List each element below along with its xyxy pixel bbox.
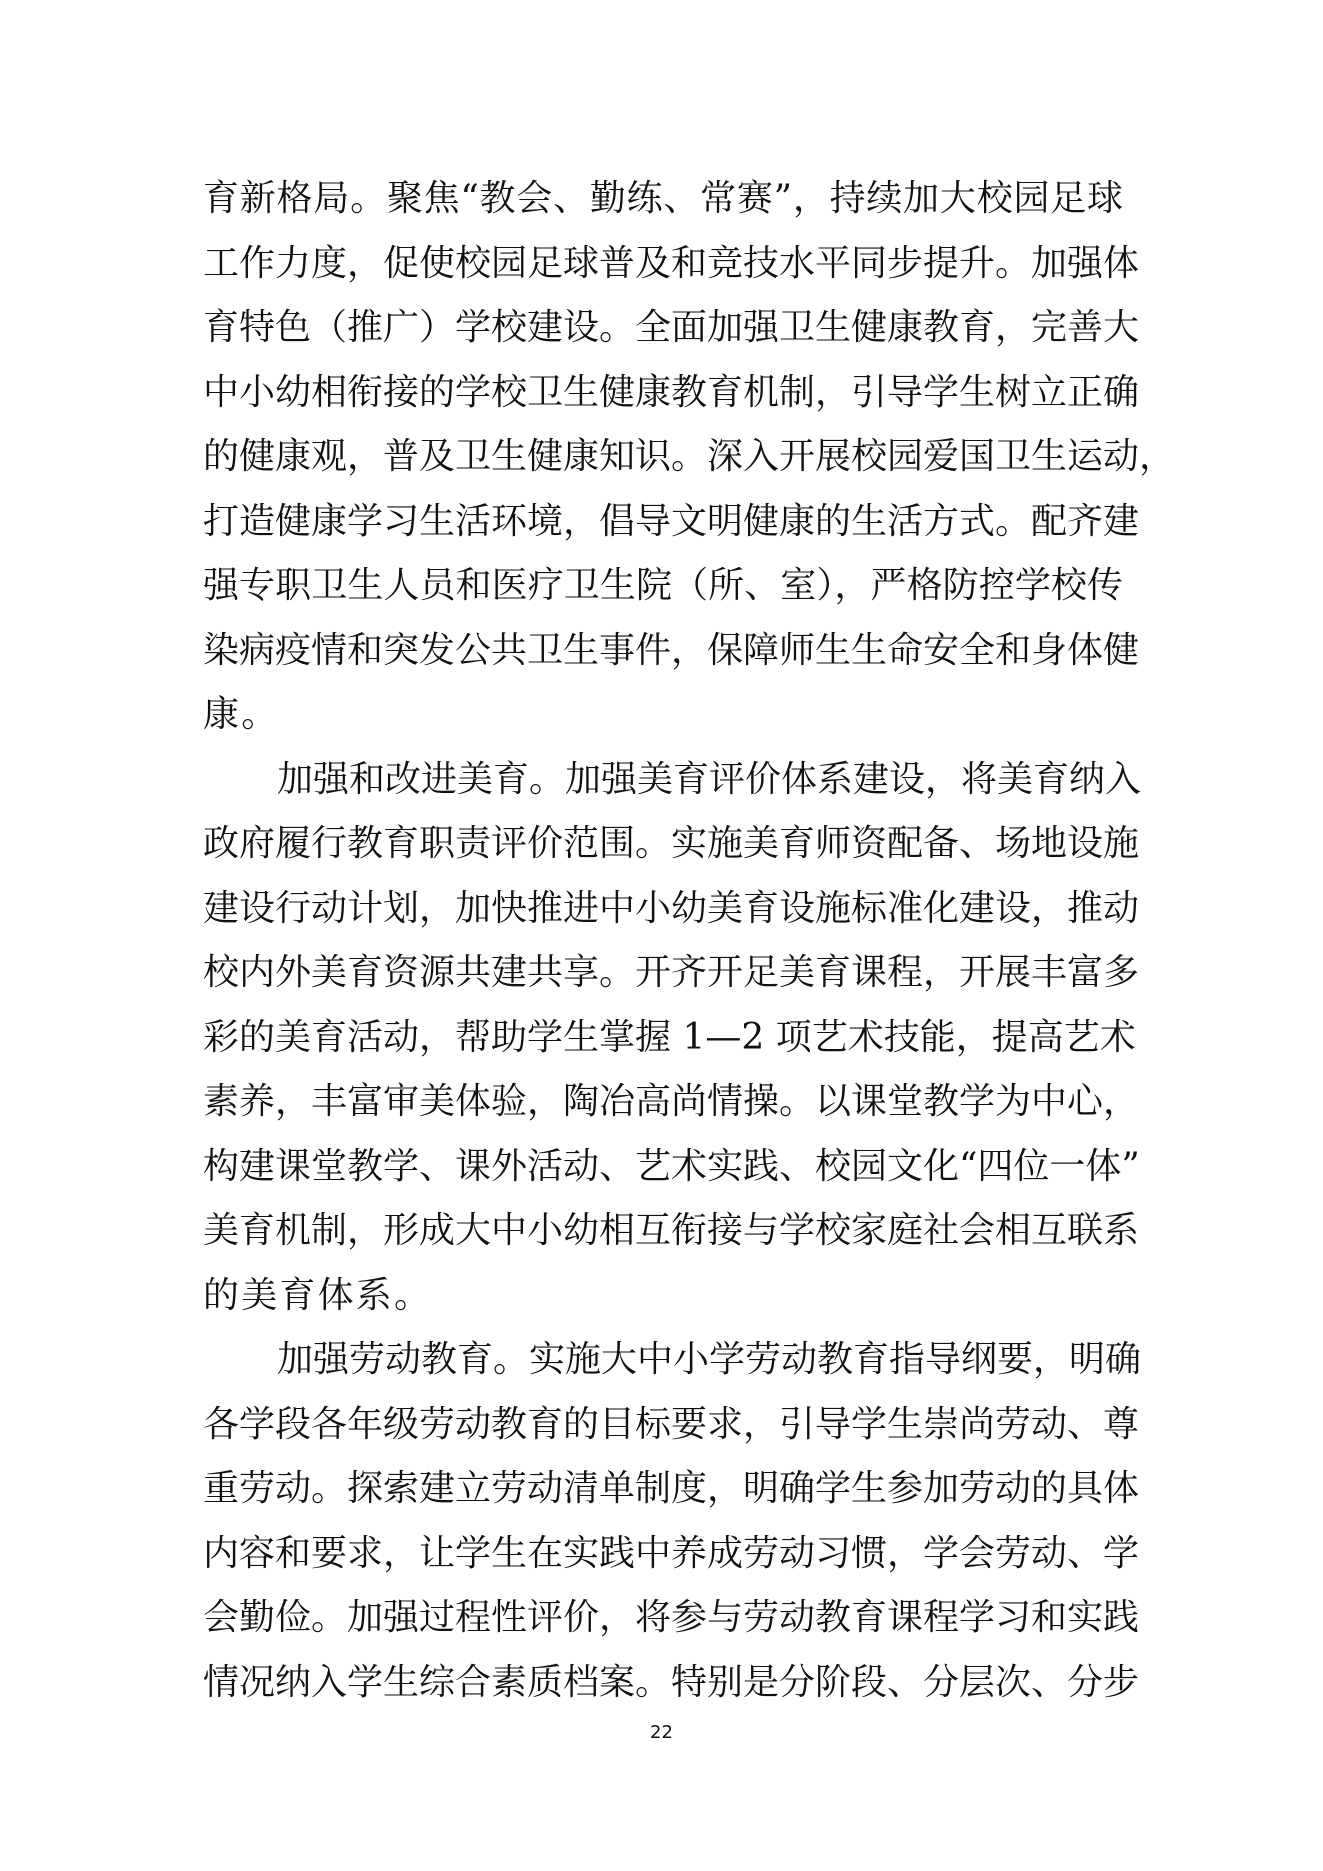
page-number: 22 xyxy=(650,1722,673,1743)
paragraph-health-education xyxy=(203,176,1176,757)
text-line: 的美育体系。 xyxy=(203,1274,433,1316)
text-line: 内容和要求，让学生在实践中养成劳动习惯，学会劳动、学 xyxy=(203,1532,1140,1574)
text-line: 会勤俭。加强过程性评价，将参与劳动教育课程学习和实践 xyxy=(203,1597,1140,1638)
text-line: 校内外美育资源共建共享。开齐开足美育课程，开展丰富多 xyxy=(203,952,1140,993)
text-line: 康。 xyxy=(203,694,280,735)
text-line: 建设行动计划，加快推进中小幼美育设施标准化建设，推动 xyxy=(203,887,1140,929)
text-line: 彩的美育活动，帮助学生掌握 1—2 项艺术技能，提高艺术 xyxy=(203,1016,1136,1058)
text-line: 加强劳动教育。实施大中小学劳动教育指导纲要，明确 xyxy=(277,1339,1142,1380)
text-line: 育特色（推广）学校建设。全面加强卫生健康教育，完善大 xyxy=(203,307,1140,348)
text-line: 中小幼相衔接的学校卫生健康教育机制，引导学生树立正确 xyxy=(203,371,1140,413)
text-line: 强专职卫生人员和医疗卫生院（所、室），严格防控学校传 xyxy=(203,565,1123,606)
text-line: 工作力度，促使校园足球普及和竞技水平同步提升。加强体 xyxy=(203,242,1140,284)
text-line: 情况纳入学生综合素质档案。特别是分阶段、分层次、分步 xyxy=(203,1661,1140,1703)
text-line: 政府履行教育职责评价范围。实施美育师资配备、场地设施 xyxy=(203,823,1140,864)
paragraph-labor-education xyxy=(203,1337,1142,1724)
text-line: 加强和改进美育。加强美育评价体系建设，将美育纳入 xyxy=(277,758,1142,800)
text-line: 各学段各年级劳动教育的目标要求，引导学生崇尚劳动、尊 xyxy=(203,1403,1140,1445)
text-line: 打造健康学习生活环境，倡导文明健康的生活方式。配齐建 xyxy=(203,500,1140,542)
text-line: 重劳动。探索建立劳动清单制度，明确学生参加劳动的具体 xyxy=(203,1468,1140,1509)
body-text xyxy=(203,176,1176,1724)
text-line: 构建课堂教学、课外活动、艺术实践、校园文化“四位一体” xyxy=(203,1145,1140,1187)
text-line: 的健康观，普及卫生健康知识。深入开展校园爱国卫生运动， xyxy=(203,436,1176,477)
text-line: 染病疫情和突发公共卫生事件，保障师生生命安全和身体健 xyxy=(203,629,1140,671)
text-line: 美育机制，形成大中小幼相互衔接与学校家庭社会相互联系 xyxy=(203,1210,1140,1251)
paragraph-aesthetic-education xyxy=(203,757,1142,1338)
text-line: 育新格局。聚焦“教会、勤练、常赛”，持续加大校园足球 xyxy=(203,178,1123,219)
text-line: 素养，丰富审美体验，陶冶高尚情操。以课堂教学为中心， xyxy=(203,1081,1140,1122)
